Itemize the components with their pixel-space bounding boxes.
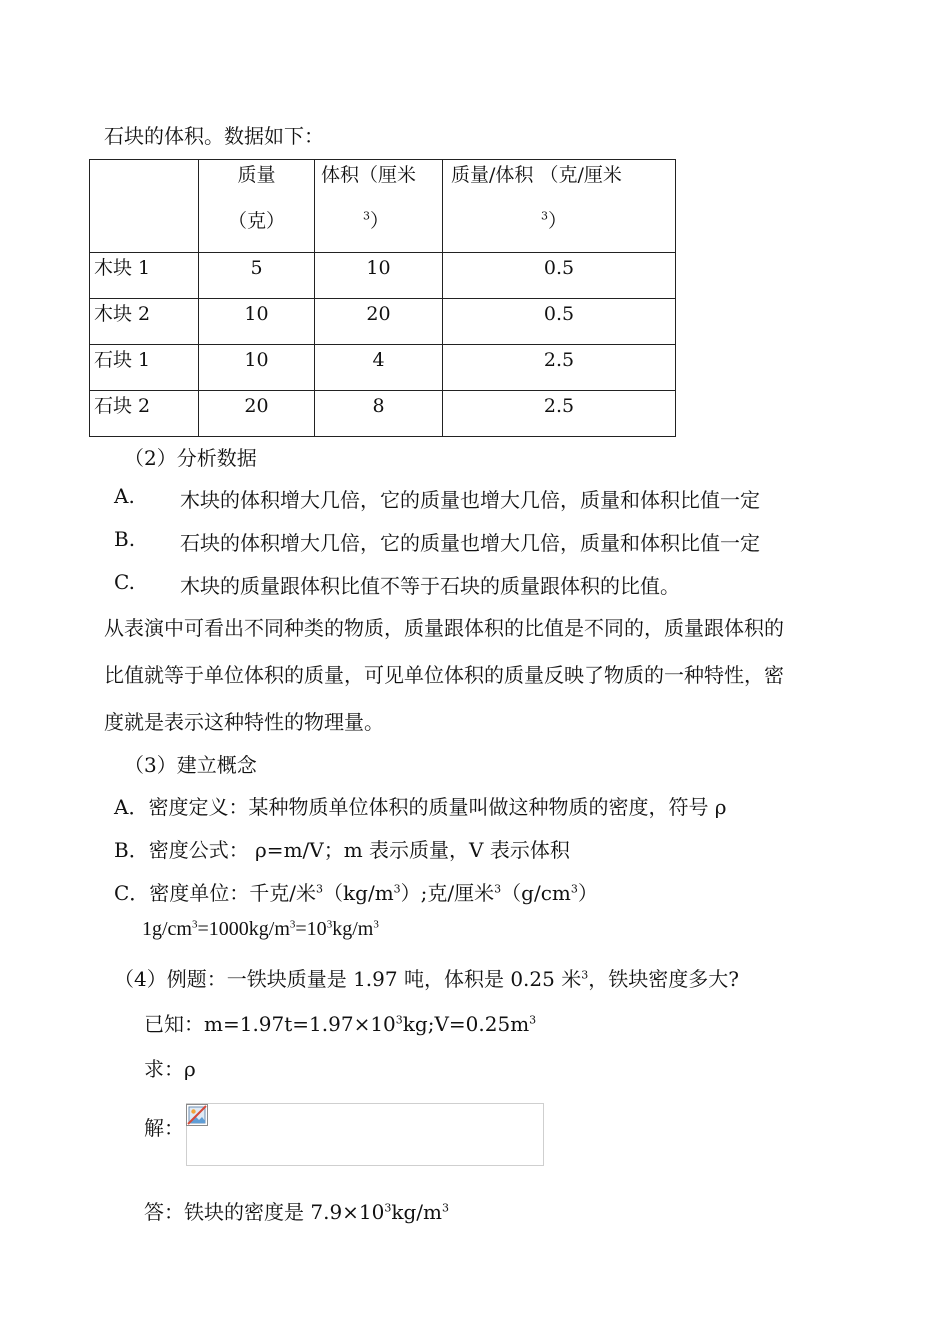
table-header-cell (199, 160, 315, 253)
header-volume-line2: ） (370, 210, 390, 232)
table-row (90, 299, 676, 345)
example-solve-label: 解： (144, 1116, 184, 1140)
example-heading: （4）例题：一铁块质量是 1.97 吨，体积是 0.25 米$^3$，铁块密度多大? (114, 967, 739, 991)
unit-conversion: $1g/cm^3=1000kg/m^3=10^3kg/m^3$ (142, 918, 379, 940)
header-mass-line1: 质量 (237, 164, 276, 186)
row-name: 石块 2 (94, 395, 151, 417)
table-row (90, 345, 676, 391)
row-mass: 10 (244, 349, 269, 371)
row-volume: 4 (372, 349, 385, 371)
table-row (90, 391, 676, 437)
example-known: 已知：$m=1.97t=1.97\times 10^3kg;V=0.25m^3$ (144, 1012, 537, 1036)
row-ratio: 2.5 (543, 349, 575, 371)
row-ratio: 2.5 (543, 395, 575, 417)
row-mass: 5 (250, 257, 263, 279)
row-ratio: 0.5 (543, 303, 575, 325)
header-volume-line1: 体积（厘米 (321, 164, 417, 186)
paragraph-line-1: 从表演中可看出不同种类的物质，质量跟体积的比值是不同的，质量跟体积的 (104, 616, 784, 640)
header-ratio-line2: ） (548, 210, 568, 232)
paragraph-line-2: 比值就等于单位体积的质量，可见单位体积的质量反映了物质的一种特性，密 (104, 663, 784, 687)
density-definition: A．密度定义：某种物质单位体积的质量叫做这种物质的密度，符号 ρ (114, 795, 727, 819)
header-ratio-sup: 3 (541, 209, 548, 223)
density-data-table (89, 159, 676, 437)
density-formula: B．密度公式： ρ=m/V；m 表示质量，V 表示体积 (114, 838, 570, 862)
analysis-item-a-label: A. (114, 484, 135, 508)
header-ratio-line1: 质量/体积 （克/厘米 (451, 164, 622, 186)
header-mass-line2: （克） (227, 210, 285, 232)
density-units: C．密度单位：千克/米$^3(kg/m^3)$;克/厘米$^3(g/cm^3)$ (114, 881, 598, 905)
section3-heading: （3）建立概念 (124, 753, 257, 777)
table-header-row (90, 160, 676, 253)
example-answer: 答：铁块的密度是 $7.9\times 10^3kg/m^3$ (144, 1200, 449, 1224)
row-name: 石块 1 (94, 349, 151, 371)
analysis-item-c-text: 木块的质量跟体积比值不等于石块的质量跟体积的比值。 (180, 574, 680, 598)
section2-heading: （2）分析数据 (124, 446, 257, 470)
example-ask: 求：ρ (144, 1057, 196, 1081)
row-name: 木块 1 (94, 257, 151, 279)
header-volume-sup: 3 (363, 209, 370, 223)
analysis-item-b-label: B. (114, 527, 136, 551)
broken-image-icon (186, 1104, 208, 1126)
table-header-cell (90, 160, 199, 253)
row-ratio: 0.5 (543, 257, 575, 279)
analysis-item-a-text: 木块的体积增大几倍，它的质量也增大几倍，质量和体积比值一定 (180, 488, 760, 512)
analysis-item-c-label: C. (114, 570, 135, 594)
intro-text: 石块的体积。数据如下： (104, 124, 324, 148)
table-header-cell (443, 160, 676, 253)
row-name: 木块 2 (94, 303, 151, 325)
row-mass: 20 (244, 395, 269, 417)
row-volume: 10 (366, 257, 391, 279)
row-volume: 8 (372, 395, 385, 417)
row-mass: 10 (244, 303, 269, 325)
paragraph-line-3: 度就是表示这种特性的物理量。 (104, 710, 384, 734)
analysis-item-b-text: 石块的体积增大几倍，它的质量也增大几倍，质量和体积比值一定 (180, 531, 760, 555)
table-row (90, 253, 676, 299)
table-header-cell (315, 160, 443, 253)
solution-image-box (186, 1103, 544, 1166)
row-volume: 20 (366, 303, 391, 325)
